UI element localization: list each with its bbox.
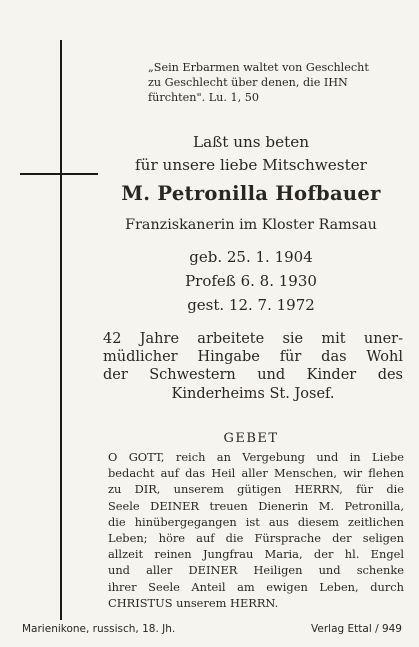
death-date: gest. 12. 7. 1972 (187, 296, 315, 314)
quote-line: zu Geschlecht über denen, die IHN (148, 76, 348, 89)
prayer-line: Leben; höre auf die Fürsprache der seligen (108, 531, 404, 546)
intro-line-2: für unsere liebe Mitschwester (135, 156, 367, 174)
prayer-text (108, 449, 404, 611)
intro-line-1: Laßt uns beten (193, 133, 309, 151)
cross-vertical-bar (60, 40, 62, 620)
tribute-text (103, 330, 403, 403)
prayer-line: ihrer Seele Anteil am ewigen Leben, durch (108, 579, 404, 594)
image-credit: Marienikone, russisch, 18. Jh. (22, 623, 176, 635)
prayer-line: allzeit reinen Jungfrau Maria, der hl. Engel (108, 547, 404, 562)
prayer-line: Seele DEINER treuen Dienerin M. Petronilla, (108, 498, 404, 513)
cross-horizontal-bar (20, 173, 98, 175)
prayer-line: CHRISTUS unserem HERRN. (108, 595, 279, 610)
scripture-quote (148, 60, 406, 105)
quote-line: „Sein Erbarmen waltet von Geschlecht (148, 61, 369, 74)
prayer-line: O GOTT, reich an Vergebung und in Liebe (108, 450, 404, 464)
prayer-title: GEBET (223, 431, 279, 446)
tribute-line: 42 Jahre arbeitete sie mit uner- (103, 331, 403, 347)
quote-line: fürchten". Lu. 1, 50 (148, 91, 259, 104)
tribute-line: der Schwestern und Kinder des (103, 367, 403, 384)
prayer-line: die hinübergegangen ist aus diesem zeitlichen (108, 514, 404, 529)
publisher-imprint: Verlag Ettal / 949 (311, 623, 402, 635)
prayer-line: und aller DEINER Heiligen und schenke (108, 563, 404, 578)
birth-date: geb. 25. 1. 1904 (189, 248, 313, 266)
profession-date: Profeß 6. 8. 1930 (185, 272, 317, 290)
prayer-line: bedacht auf das Heil aller Menschen, wir flehen (108, 466, 404, 481)
tribute-line: müdlicher Hingabe für das Wohl (103, 349, 403, 366)
deceased-name: M. Petronilla Hofbauer (121, 182, 381, 205)
prayer-line: zu DIR, unserem gütigen HERRN, für die (108, 482, 404, 497)
religious-order: Franziskanerin im Kloster Ramsau (125, 217, 377, 233)
tribute-line: Kinderheims St. Josef. (171, 385, 335, 402)
